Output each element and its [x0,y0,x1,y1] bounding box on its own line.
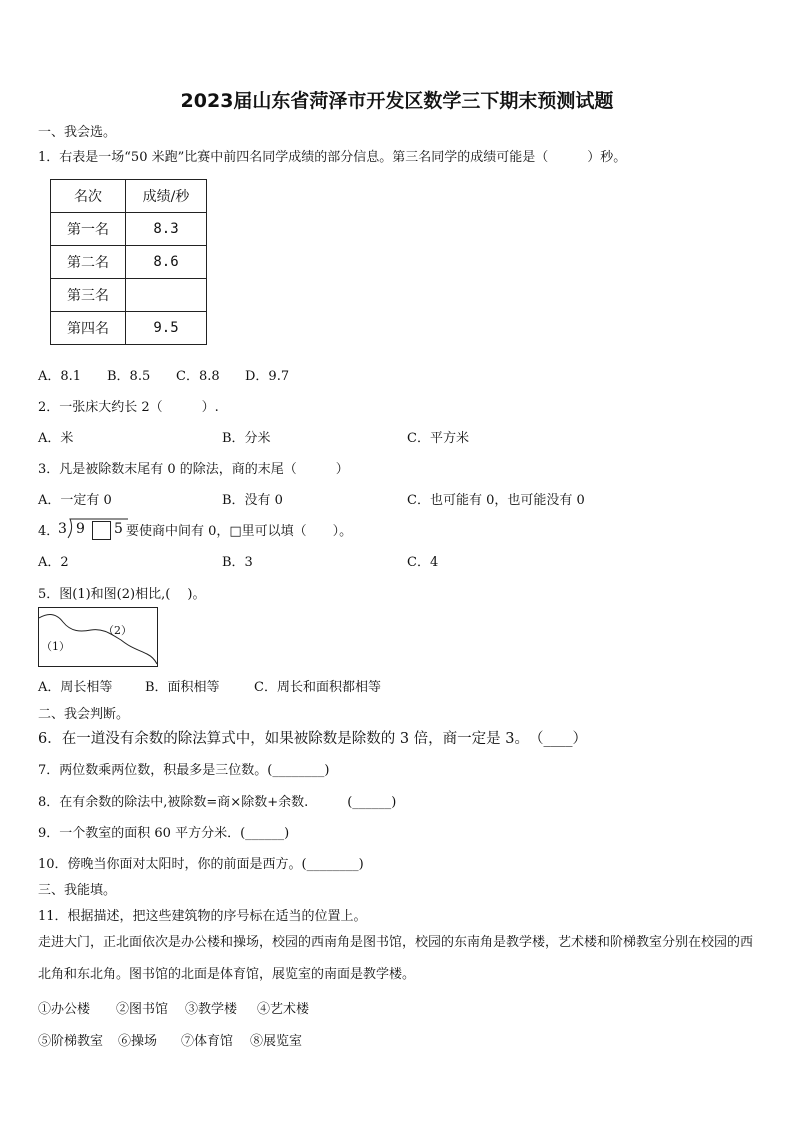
question-5-text: 5．图(1)和图(2)相比,( )。 [38,587,206,602]
section-heading-fill: 三、我能填。 [38,883,117,898]
question-11-text: 11．根据描述，把这些建筑物的序号标在适当的位置上。 [38,909,367,924]
table-cell-score [126,279,207,312]
building-item: ②图书馆 [116,1002,169,1017]
building-item: ⑦体育馆 [181,1034,234,1049]
q5-figure [38,607,158,667]
question-6-text: 6．在一道没有余数的除法算式中，如果被除数是除数的 3 倍，商一定是 3。 （____） [38,731,588,747]
table-cell-rank: 第三名 [51,279,126,312]
q1-option-b[interactable]: B．8.5 [107,369,151,384]
table-cell-rank: 第一名 [51,213,126,246]
q5-option-a[interactable]: A．周长相等 [38,680,113,695]
question-11-description: 走进大门，正北面依次是办公楼和操场，校园的西南角是图书馆，校园的东南角是教学楼，艺术楼和阶梯教室分别在校园的西北角和东北角。图书馆的北面是体育馆，展览室的南面是教学楼。 [38,935,754,982]
q4-option-c[interactable]: C．4 [407,555,439,570]
question-10-text: 10．傍晚当你面对太阳时，你的前面是西方。(________) [38,857,364,872]
figure-label-2: （2） [103,624,132,637]
building-item: ⑧展览室 [250,1034,303,1049]
section-heading-judge: 二、我会判断。 [38,707,130,722]
section-heading-choice: 一、我会选。 [38,125,117,140]
q1-option-a[interactable]: A．8.1 [38,369,82,384]
q4-dividend-left: 9 [76,521,85,537]
q2-option-a[interactable]: A．米 [38,431,74,446]
building-item: ⑤阶梯教室 [38,1034,104,1049]
question-8-text: 8．在有余数的除法中,被除数=商×除数+余数. (______) [38,795,397,810]
table-row [51,279,207,312]
table-header-score: 成绩/秒 [126,180,207,213]
q2-option-c[interactable]: C．平方米 [407,431,469,446]
table-row [51,180,207,213]
wavy-divider-icon [39,608,157,666]
building-item: ①办公楼 [38,1002,91,1017]
question-1-text: 1．右表是一场“50 米跑”比赛中前四名同学成绩的部分信息。第三名同学的成绩可能是（ ）秒。 [38,150,627,165]
question-4-text: 要使商中间有 0，□里可以填（ ）。 [126,524,353,539]
question-2-text: 2．一张床大约长 2（ ）. [38,400,219,415]
table-cell-score: 8.3 [126,213,207,246]
figure-label-1: （1） [41,640,70,653]
question-4-prefix: 4． [38,524,60,539]
q3-option-a[interactable]: A．一定有 0 [38,493,112,508]
table-row [51,312,207,345]
table-cell-score: 8.6 [126,246,207,279]
building-item: ③教学楼 [185,1002,238,1017]
q2-option-b[interactable]: B．分米 [222,431,271,446]
question-7-text: 7．两位数乘两位数，积最多是三位数。(________) [38,763,330,778]
page-title: 2023届山东省菏泽市开发区数学三下期末预测试题 [180,90,614,112]
table-row [51,246,207,279]
building-item: ⑥操场 [118,1034,158,1049]
score-table [50,179,207,345]
building-item: ④艺术楼 [257,1002,310,1017]
table-header-rank: 名次 [51,180,126,213]
q5-option-c[interactable]: C．周长和面积都相等 [254,680,381,695]
q4-option-a[interactable]: A．2 [38,555,69,570]
table-cell-rank: 第二名 [51,246,126,279]
question-9-text: 9．一个教室的面积 60 平方分米．(______) [38,826,290,841]
q5-option-b[interactable]: B．面积相等 [145,680,220,695]
q4-dividend-right: 5 [114,521,123,537]
q3-option-b[interactable]: B．没有 0 [222,493,283,508]
q3-option-c[interactable]: C．也可能有 0，也可能没有 0 [407,493,585,508]
q1-option-d[interactable]: D．9.7 [245,369,290,384]
question-3-text: 3．凡是被除数末尾有 0 的除法，商的末尾（ ） [38,462,349,477]
q4-option-b[interactable]: B．3 [222,555,253,570]
q1-option-c[interactable]: C．8.8 [176,369,220,384]
blank-square-box[interactable] [92,521,111,540]
table-cell-rank: 第四名 [51,312,126,345]
table-cell-score: 9.5 [126,312,207,345]
q4-divisor: 3 [58,521,67,537]
table-row [51,213,207,246]
